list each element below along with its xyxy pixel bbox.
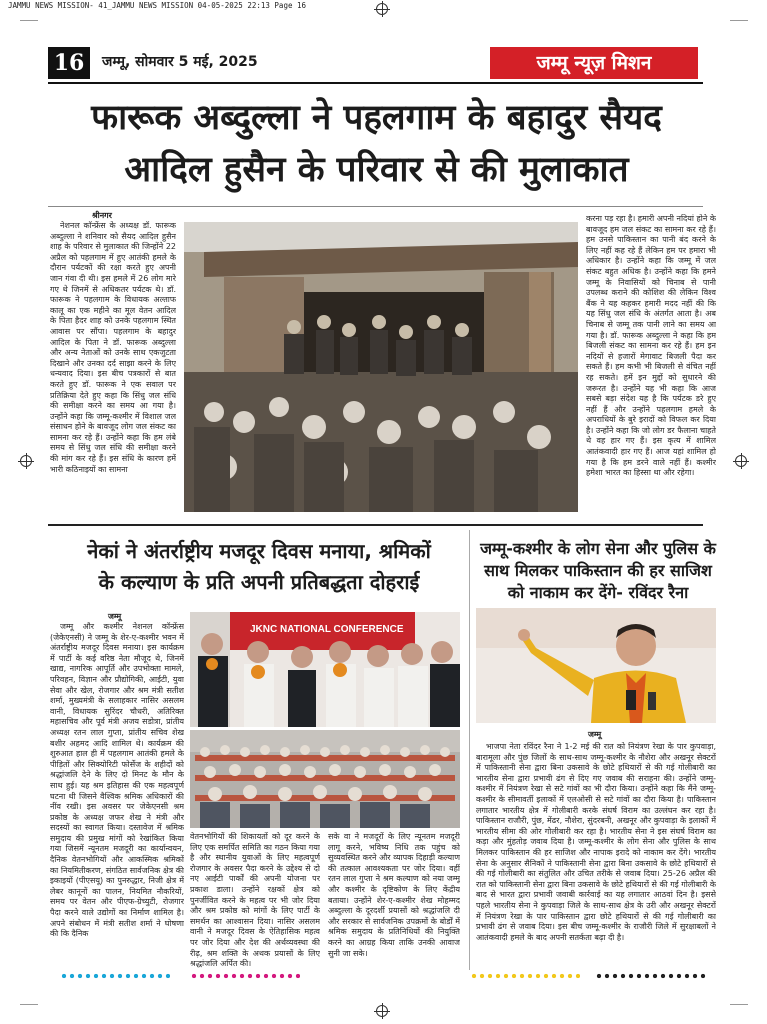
story2-column-2: वेतनभोगियों की शिकायतों को दूर करने के लिए एक समर्पित समिति का गठन किया गया है और स्थानीय युवाओं के लिए महत्वपूर्ण रोजगार के अवसर पैदा करने के उद्देश्य से दो नए आईटी पार्कों की अपनी योजना पर प्रकाश डाला। उन्होंने रक्षकों क्षेत्र को पुनर्जीवित करने के महत्व पर भी जोर दिया और श्रम प्रकोष्ठ को मांगों के लिए पार्टी के समर्थन का आश्वासन दिया। नासिर असलम वानी ने मजदूर दिवस के ऐतिहासिक महत्व पर जोर दिया और देश की अर्थव्यवस्था की रीढ़, श्रम शक्ति के अथक प्रयासों के लिए श्रद्धांजलि अर्पित की। — [190, 832, 320, 969]
story2-banner-text: JKNC NATIONAL CONFERENCE — [250, 624, 404, 635]
color-bar-dots-black — [595, 973, 707, 979]
story2-photo-audience-svg — [190, 730, 460, 828]
story2-headline — [48, 536, 470, 598]
registration-mark-right — [735, 455, 747, 467]
story2-photo-leaders — [190, 612, 460, 727]
story3-headline-line2: साथ मिलकर पाकिस्तान की हर साजिश — [484, 561, 712, 580]
registration-mark-left — [20, 455, 32, 467]
crop-mark — [730, 20, 748, 21]
story3-headline-line1: जम्मू-कश्मीर के लोग सेना और पुलिस के — [480, 539, 716, 558]
crop-mark — [20, 20, 38, 21]
story1-dateline: श्रीनगर — [92, 211, 112, 220]
registration-mark-top — [376, 3, 388, 15]
story2-column-3: सके वा ने मजदूरों के लिए न्यूनतम मजदूरी लागू करने, भविष्य निधि तक पहुंच को सुव्यवस्थित करने और व्यापक दिहाड़ी कल्याण की तत्काल आवश्यकता पर जोर दिया। वहीं रतन लाल गुप्ता ने श्रम कल्याण को नया जम्मू और कश्मीर के दृष्टिकोण के लिए केंद्रीय बताया। उन्होंने शेर-ए-कश्मीर शेख मोहम्मद अब्दुल्ला के दूरदर्शी प्रयासों को श्रद्धांजलि दी और सरकार से सार्वजनिक उपक्रमों के बोर्डों में श्रमिक समुदाय के प्रतिनिधियों की नियुक्ति करने का आग्रह किया ताकि उनकी आवाज सुनी जा सके। — [328, 832, 460, 958]
story2-photo-audience — [190, 730, 460, 828]
story1-photo-svg — [184, 222, 578, 512]
registration-mark-bottom — [376, 1005, 388, 1017]
crop-mark — [730, 1004, 748, 1005]
story3-headline-line3: को नाकाम कर देंगे- रविंदर रैना — [507, 583, 689, 602]
story3-photo-svg — [476, 608, 716, 723]
story1-headline-line1: फारूक अब्दुल्ला ने पहलगाम के बहादुर सैयद — [91, 98, 662, 138]
story1-column-3: करना पड़ रहा है। हमारी अपनी नदियां होने के बावजूद हम जल संकट का सामना कर रहे हैं। हम उनसे पाकिस्तान का पानी बंद करने के लिए नहीं कह रहे हैं लेकिन हम पर हमारा भी अधिकार है। उन्होंने कहा कि जम्मू में जल संकट बहुत अधिक है। उन्होंने कहा कि हमने जम्मू के निवासियों को चिनाब से पानी उपलब्ध कराने की कोशिश की लेकिन विश्व बैंक ने यह कहकर हमारी मदद नहीं की कि यह सिंधु जल संधि के अंतर्गत आता है। अब चिनाब से जम्मू तक पानी लाने का समय आ गया है। डॉ. फारूक अब्दुल्ला ने कहा कि हम बिजली संकट का सामना कर रहे हैं। हम इन नदियों से हजारों मेगावाट बिजली पैदा कर सकते हैं। हम कभी भी बिजली से वंचित नहीं रह सकते। हमें इन मुद्दों को सुधारने की जरूरत है। उन्होंने यह भी कहा कि आज सबसे बड़ा संदेश यह है कि पर्यटक डरे हुए नहीं हैं और उन्होंने पहलगाम हमले के अपराधियों के बुरे इरादों को विफल कर दिया है। उन्होंने कहा कि जो लोग डर फैलाना चाहते थे वह हार गए हैं। इस कृत्य में शामिल आतंकवादी हार गए हैं। आज यहां शामिल हो गया है कि हम डरने वाले नहीं हैं। कश्मीर हमेशा भारत का हिस्सा था और रहेगा। — [586, 214, 716, 478]
story2-dateline: जम्मू — [108, 612, 122, 621]
column-divider — [469, 530, 470, 970]
print-slug: JAMMU NEWS MISSION- 41_JAMMU NEWS MISSION 04-05-2025 22:13 Page 16 — [8, 1, 307, 10]
crop-mark — [20, 1004, 38, 1005]
story3-dateline: जम्मू — [588, 730, 602, 739]
issue-date: जम्मू, सोमवार 5 मई, 2025 — [102, 54, 258, 70]
story1-headline-line2: आदिल हुसैन के परिवार से की मुलाकात — [124, 150, 629, 190]
story3-body: भाजपा नेता रविंदर रैना ने 1-2 मई की रात को नियंत्रण रेखा के पार कुपवाड़ा, बारामूला और पुंछ जिलों के साथ-साथ जम्मू-कश्मीर के नौशेरा और अखनूर सेक्टरों में पाकिस्तानी सेना द्वारा बिना उकसावे के छोटे हथियारों से की गई गोलीबारी का भारतीय सेना द्वारा प्रभावी ढंग से दिए गए जवाब की सराहना की। उन्होंने जम्मू-कश्मीर में नियंत्रण रेखा से सटे गांवों का भी दौरा किया। उन्होंने कहा कि मैंने जम्मू-कश्मीर के सीमावर्ती इलाकों में एलओसी से सटे गांवों का दौरा किया है। पाकिस्तान लगातार भारतीय क्षेत्र में गोलीबारी करके संघर्ष विराम का उल्लंघन कर रहा है। पाकिस्तान राजौरी, पुंछ, मेंढर, नौशेरा, सुंदरबनी, अखनूर और कुपवाड़ा के इलाकों में भारतीय सीमा की ओर गोलीबारी कर रहा है। भारतीय सेना ने इस संघर्ष विराम का कड़ा और मुंहतोड़ जवाब दिया है। जम्मू-कश्मीर के लोग सेना और पुलिस के साथ मिलकर पाकिस्तान की हर साजिश और नापाक इरादे को नाकाम कर देंगे। भारतीय सेना के अनुसार सैनिकों ने पाकिस्तानी सेना द्वारा बिना उकसावे के छोटे हथियारों से की गई गोलीबारी का संतुलित और उचित तरीके से जवाब दिया। 25-26 अप्रैल की रात को पाकिस्तानी सेना द्वारा बिना उकसावे के छोटे हथियारों से की गई गोलीबारी के बाद से भारत द्वारा प्रभावी जवाबी कार्रवाई का यह लगातार आठवां दिन है। इससे पहले भारतीय सेना ने कुपवाड़ा जिले के साथ-साथ क्षेत्र के उरी और अखनूर सेक्टरों में नियंत्रण रेखा के पार पाकिस्तान द्वारा छोटे हथियारों से की गई गोलीबारी का प्रभावी ढंग से जवाब दिया। इस बीच जम्मू-कश्मीर के राजौरी जिले में सुरक्षाबलों ने आतंकवादी हमले के बाद अपनी सतर्कता बढ़ा दी है। — [476, 742, 716, 942]
story2-headline-line2: के कल्याण के प्रति अपनी प्रतिबद्धता दोहराई — [98, 570, 420, 594]
story1-photo — [184, 222, 578, 512]
story1-bottom-rule — [48, 524, 703, 526]
header-rule — [48, 82, 703, 84]
color-bar-dots-yellow — [470, 973, 580, 979]
story2-column-1: जम्मू और कश्मीर नेशनल कॉन्फ्रेंस (जेकेएनसी) ने जम्मू के शेर-ए-कश्मीर भवन में अंतर्राष्ट्रीय मजदूर दिवस मनाया। इस कार्यक्रम में पार्टी के कई वरिष्ठ नेता मौजूद थे, जिनमें खाद्य, नागरिक आपूर्ति और उपभोक्ता मामले, परिवहन, विज्ञान और प्रौद्योगिकी, आईटी, युवा सेवा और खेल, रोजगार और श्रम मंत्री सतीश शर्मा, मुख्यमंत्री के सलाहकार नासिर असलम वानी, विधायक सुरिंदर चौधरी, अतिरिक्त महासचिव और पूर्व मंत्री अजय सडोत्रा, प्रांतीय अध्यक्ष रतन लाल गुप्ता, प्रांतीय सचिव शेख बशीर अहमद आदि शामिल थे। कार्यक्रम की शुरुआत हाल ही में पहलगाम आतंकी हमले के पीड़ितों और सिक्योरिटी फोर्सेज के शहीदों को श्रद्धांजलि देने के लिए दो मिनट के मौन के साथ हुई। यह श्रम इतिहास की एक महत्वपूर्ण घटना थी जिसने वैश्विक श्रमिक अधिकारों की नींव रखी। इस अवसर पर जेकेएनसी श्रम प्रकोष्ठ के अध्यक्ष जफर शेख ने मंत्री और सदस्यों का स्वागत किया। दस्तावेज में श्रमिक समुदाय की प्रमुख मांगों को रेखांकित किया गया जिसमें न्यूनतम मजदूरी का कार्यान्वयन, दैनिक वेतनभोगियों और आकस्मिक श्रमिकों का नियमितीकरण, संगठित सार्वजनिक क्षेत्र की इकाइयों (पीएसयू) का पुनरुद्धार, निजी क्षेत्र में लेबर कानूनों का पालन, नियमित नौकरियों, समय पर वेतन और पीएफ-ग्रेच्युटी, रोजगार पैदा करने वाले उद्योगों का निर्माण शामिल है। अपने संबोधन में मंत्री सतीश शर्मा ने घोषणा की कि दैनिक — [50, 622, 184, 939]
color-bar-dots-cyan — [60, 973, 170, 979]
story3-photo — [476, 608, 716, 723]
page-number: 16 — [48, 47, 90, 79]
story1-column-1: नेशनल कॉन्फ्रेंस के अध्यक्ष डॉ. फारूक अब्दुल्ला ने शनिवार को सैयद आदिल हुसैन शाह के परिवार से मुलाकात की जिन्होंने 22 अप्रैल को पहलगाम में हुए आतंकी हमले के दौरान पर्यटकों की रक्षा करते हुए अपनी जान गंवा दी थी। इस हमले में 26 लोग मारे गए थे जिनमें से अधिकतर पर्यटक थे। डॉ. फारूक ने पहलगाम के विधायक अल्ताफ कालू का एक महीने का मूल वेतन आदिल के पिता हैदर शाह को उनके पहलगाम स्थित आवास पर सौंपा। पहलगाम के बहादुर आदिल के पिता ने डॉ. फारूक अब्दुल्ला और अन्य नेताओं को उनके साथ एकजुटता दिखाने और उनका दर्द साझा करने के लिए धन्यवाद दिया। इस बीच पत्रकारों से बात करते हुए डॉ. फारूक ने एक सवाल पर प्रतिक्रिया देते हुए कहा कि सिंधु जल संधि की समीक्षा करने का समय आ गया है। उन्होंने कहा कि जम्मू-कश्मीर में विशाल जल संसाधन होने के बावजूद लोग जल संकट का सामना कर रहे हैं। उन्होंने कहा कि हम लंबे समय से सिंधु जल संधि की समीक्षा करने की मांग कर रहे हैं। इस संधि के कारण हमें भारी कठिनाइयों का सामना — [50, 221, 176, 474]
color-bar-dots-magenta — [190, 973, 300, 979]
story3-headline — [476, 538, 720, 604]
story1-rule — [48, 206, 703, 207]
masthead: जम्मू न्यूज़ मिशन — [490, 47, 698, 79]
story1-headline — [50, 92, 703, 196]
color-bar — [60, 972, 707, 980]
story2-headline-line1: नेकां ने अंतर्राष्ट्रीय मजदूर दिवस मनाया, श्रमिकों — [87, 539, 431, 563]
